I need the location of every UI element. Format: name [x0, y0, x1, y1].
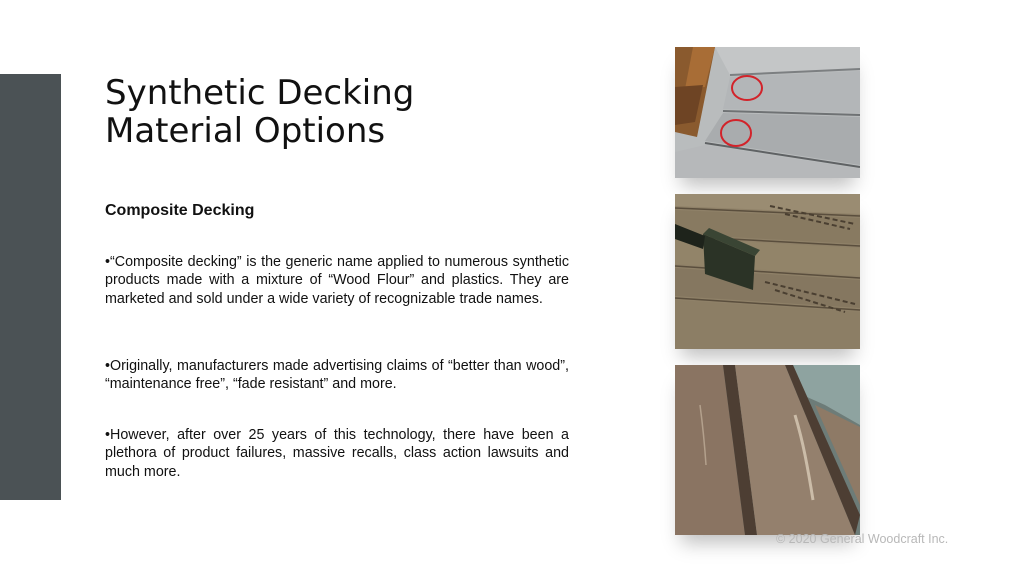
bullet-paragraph-2: •Originally, manufacturers made advertising claims of “better than wood”, “maintenance free”, “fade resistant” and more. [105, 358, 569, 393]
photo-damaged-tan-boards [675, 194, 860, 349]
photo-grey-composite-boards [675, 47, 860, 178]
section-subheading: Composite Decking [105, 202, 255, 219]
bullet-paragraph-1: •“Composite decking” is the generic name applied to numerous synthetic products made with a mixture of “Wood Flour” and plastics. They are marketed and sold under a wide variety of recognizable trade names. [105, 254, 569, 307]
slide-title [105, 74, 525, 150]
bullet-paragraph-3: •However, after over 25 years of this technology, there have been a plethora of product failures, massive recalls, class action lawsuits and much more. [105, 427, 569, 480]
photo-worn-dock-boards [675, 365, 860, 535]
copyright-footer: © 2020 General Woodcraft Inc. [776, 532, 949, 546]
slide-title-line-2: Material Options [105, 111, 386, 151]
sidebar-accent-bar [0, 74, 61, 500]
slide-title-line-1: Synthetic Decking [105, 73, 415, 113]
